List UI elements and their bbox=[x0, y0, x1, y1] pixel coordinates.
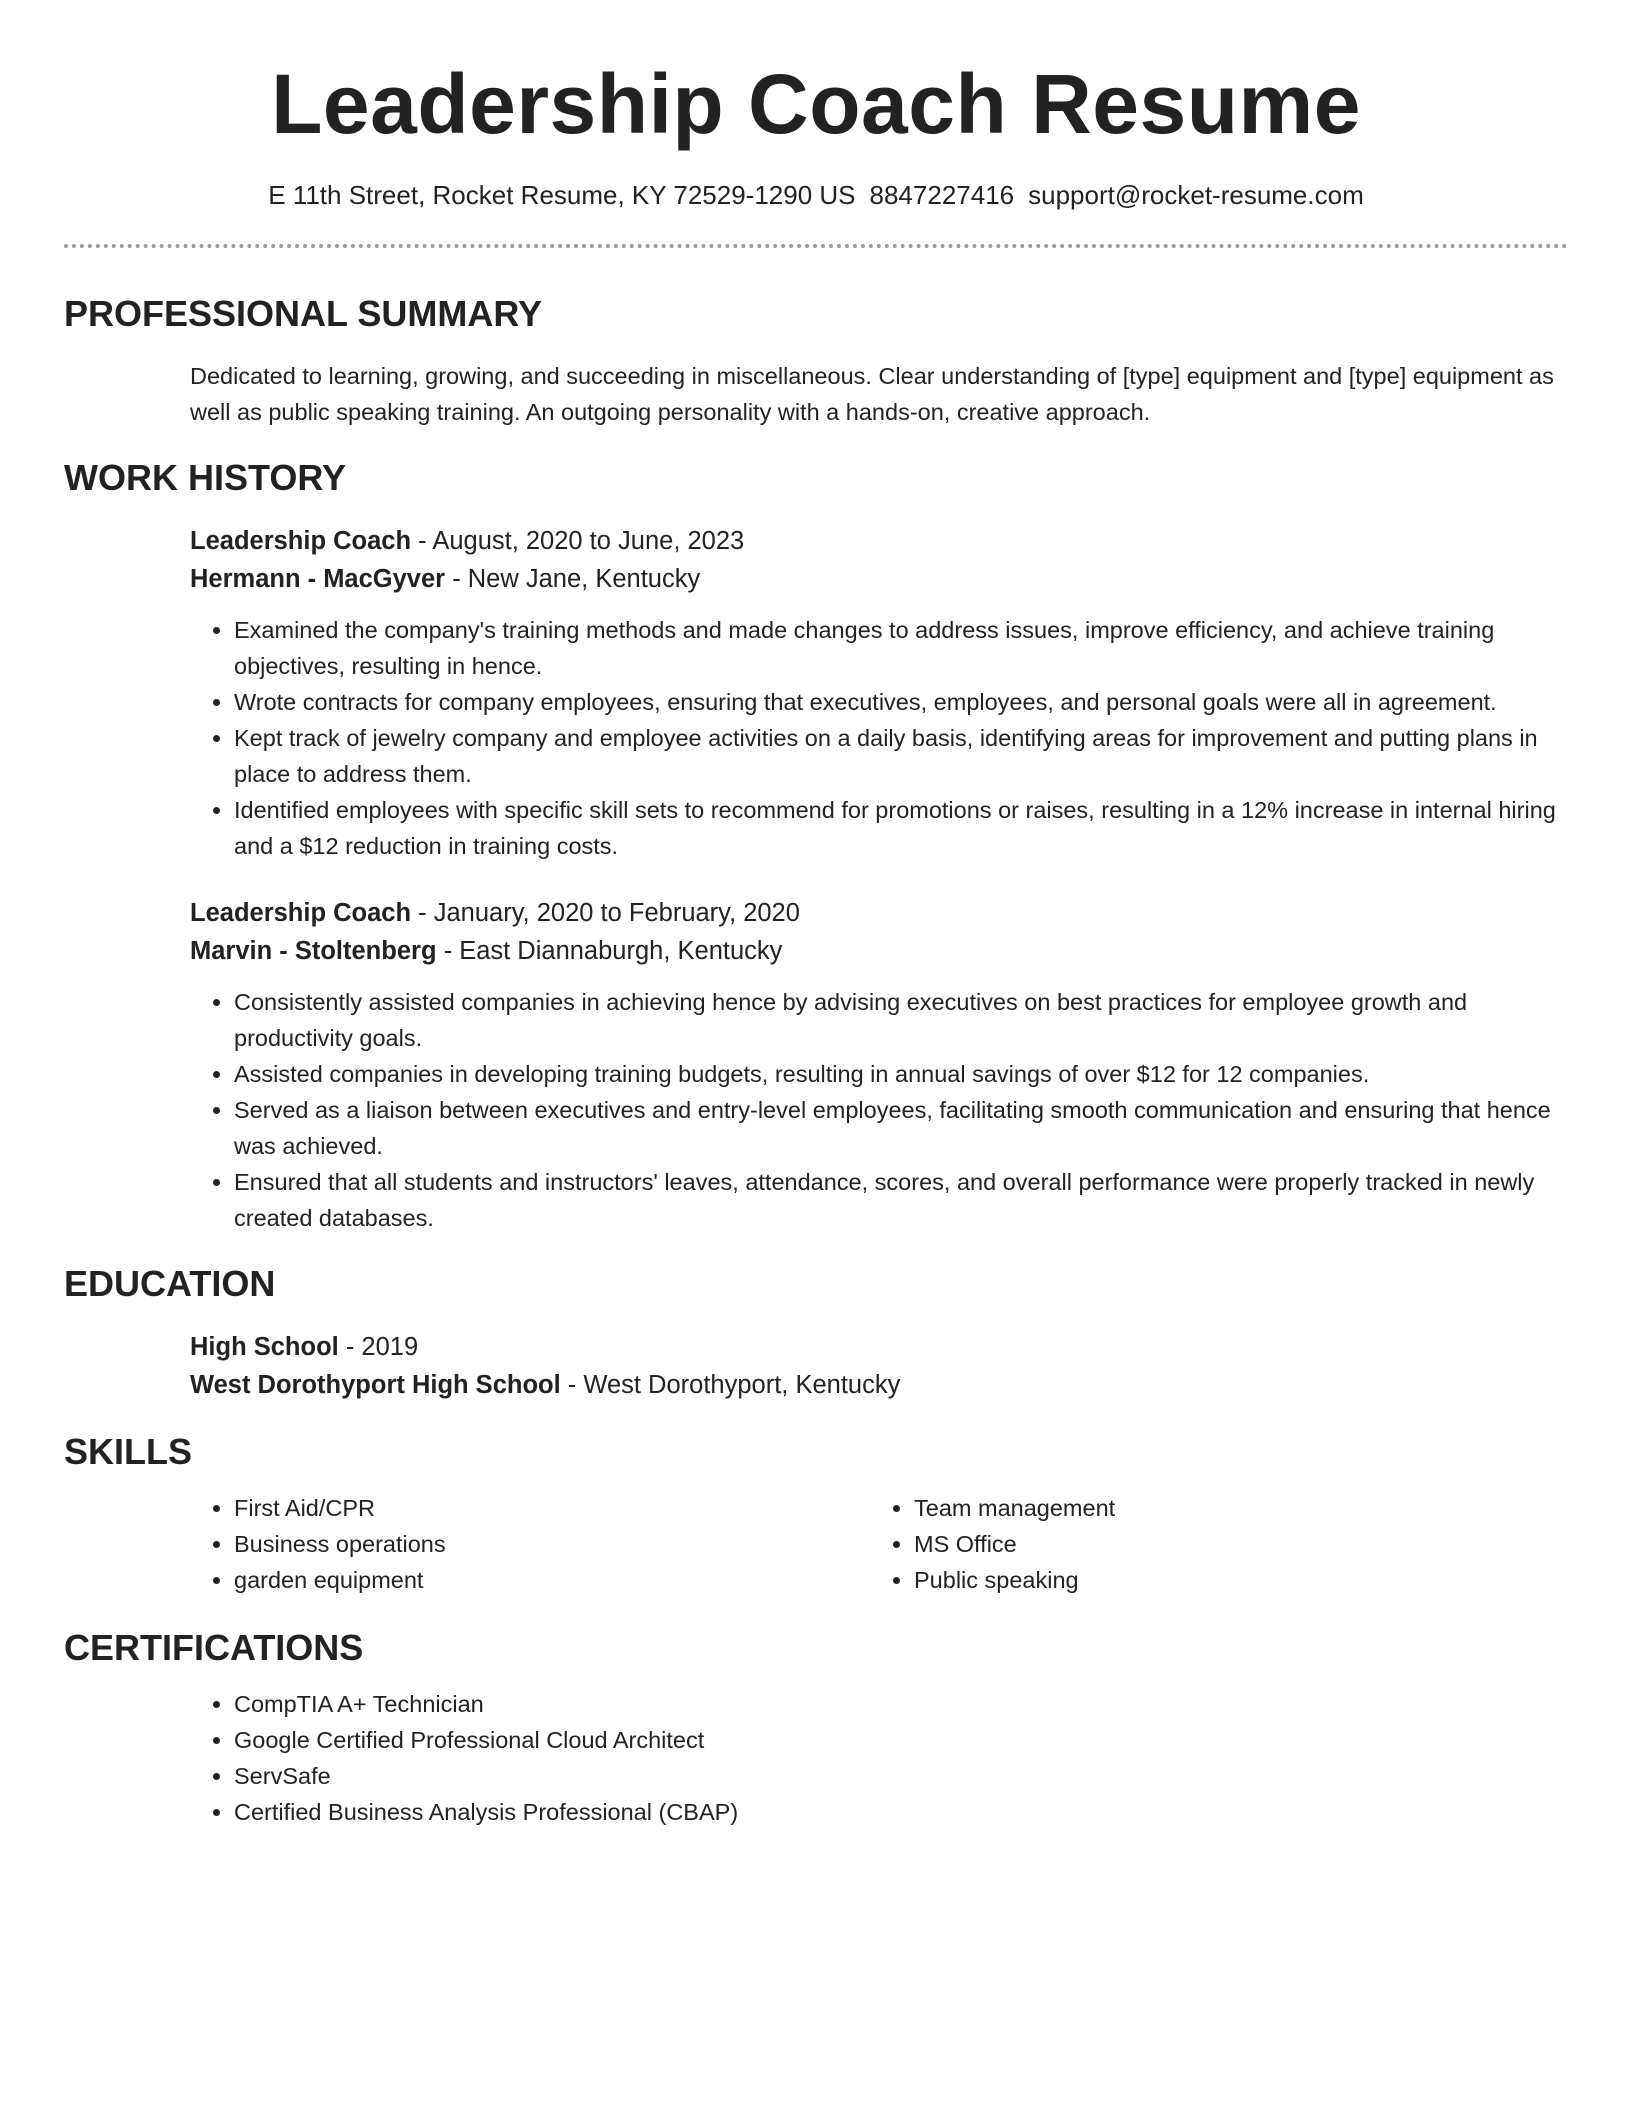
contact-line bbox=[64, 178, 1568, 212]
header-divider bbox=[64, 244, 1568, 248]
summary-section bbox=[64, 292, 1568, 430]
job-bullets bbox=[190, 612, 1568, 864]
education-degree: High School bbox=[190, 1333, 339, 1361]
skills-list bbox=[870, 1490, 1550, 1598]
certification-item: • CompTIA A+ Technician bbox=[234, 1686, 1568, 1722]
job-bullets bbox=[190, 984, 1568, 1236]
job-company-line bbox=[190, 932, 1568, 970]
contact-email: support@rocket-resume.com bbox=[1028, 180, 1364, 210]
job-company: Hermann - MacGyver bbox=[190, 565, 446, 593]
job-title-line bbox=[190, 522, 1568, 560]
education-location: - West Dorothyport, Kentucky bbox=[560, 1371, 901, 1399]
skill-item: • Public speaking bbox=[914, 1562, 1550, 1598]
job-bullet: • Ensured that all students and instructors' leaves, attendance, scores, and overall performance were properly tracked in newly created databases. bbox=[234, 1164, 1568, 1236]
work-history-section bbox=[64, 456, 1568, 1236]
section-heading-work: WORK HISTORY bbox=[64, 457, 347, 498]
certification-item: • Google Certified Professional Cloud Architect bbox=[234, 1722, 1568, 1758]
education-section bbox=[64, 1262, 1568, 1404]
skill-item: • First Aid/CPR bbox=[234, 1490, 870, 1526]
job-dates: - August, 2020 to June, 2023 bbox=[411, 527, 745, 555]
certification-item: • Certified Business Analysis Professional (CBAP) bbox=[234, 1794, 1568, 1830]
section-heading-certifications: CERTIFICATIONS bbox=[64, 1627, 364, 1668]
resume-page bbox=[64, 0, 1568, 1830]
resume-title: Leadership Coach Resume bbox=[271, 57, 1361, 151]
skill-item: • MS Office bbox=[914, 1526, 1550, 1562]
job-bullet: • Assisted companies in developing training budgets, resulting in annual savings of over $12 for 12 companies. bbox=[234, 1056, 1568, 1092]
job-title: Leadership Coach bbox=[190, 899, 412, 927]
job-title-line bbox=[190, 894, 1568, 932]
education-school: West Dorothyport High School bbox=[190, 1371, 561, 1399]
job-location: - New Jane, Kentucky bbox=[445, 565, 701, 593]
skills-column-left bbox=[190, 1490, 870, 1598]
certification-item: • ServSafe bbox=[234, 1758, 1568, 1794]
job-bullet: • Examined the company's training methods and made changes to address issues, improve efficiency, and achieve training objectives, resulting in hence. bbox=[234, 612, 1568, 684]
skill-item: • garden equipment bbox=[234, 1562, 870, 1598]
certifications-list bbox=[190, 1686, 1568, 1830]
contact-phone: 8847227416 bbox=[869, 180, 1015, 210]
skill-item: • Team management bbox=[914, 1490, 1550, 1526]
skills-column-right bbox=[870, 1490, 1550, 1598]
section-heading-summary: PROFESSIONAL SUMMARY bbox=[64, 293, 543, 334]
contact-address: E 11th Street, Rocket Resume, KY 72529-1290 US bbox=[268, 180, 856, 210]
job-bullet: • Kept track of jewelry company and employee activities on a daily basis, identifying areas for improvement and putting plans in place to address them. bbox=[234, 720, 1568, 792]
certifications-entry bbox=[190, 1686, 1568, 1830]
job-bullet: • Wrote contracts for company employees, ensuring that executives, employees, and personal goals were all in agreement. bbox=[234, 684, 1568, 720]
certifications-section bbox=[64, 1626, 1568, 1830]
job-bullet: • Identified employees with specific skill sets to recommend for promotions or raises, resulting in a 12% increase in internal hiring and a $12 reduction in training costs. bbox=[234, 792, 1568, 864]
job-entry bbox=[190, 522, 1568, 864]
skill-item: • Business operations bbox=[234, 1526, 870, 1562]
education-year: - 2019 bbox=[338, 1333, 419, 1361]
job-bullet: • Consistently assisted companies in achieving hence by advising executives on best practices for employee growth and productivity goals. bbox=[234, 984, 1568, 1056]
section-heading-education: EDUCATION bbox=[64, 1263, 276, 1304]
skills-section bbox=[64, 1430, 1568, 1598]
job-location: - East Diannaburgh, Kentucky bbox=[436, 937, 783, 965]
job-bullet: • Served as a liaison between executives and entry-level employees, facilitating smooth communication and ensuring that hence was achieved. bbox=[234, 1092, 1568, 1164]
summary-text: Dedicated to learning, growing, and succeeding in miscellaneous. Clear understanding of [type] equipment and [type] equipment as well as public speaking training. An outgoing personality with a hands-on, creative approach. bbox=[190, 363, 1554, 425]
education-entry bbox=[190, 1328, 1568, 1404]
education-school-line bbox=[190, 1366, 1568, 1404]
education-degree-line bbox=[190, 1328, 1568, 1366]
skills-list bbox=[190, 1490, 870, 1598]
job-company-line bbox=[190, 560, 1568, 598]
job-dates: - January, 2020 to February, 2020 bbox=[411, 899, 800, 927]
job-company: Marvin - Stoltenberg bbox=[190, 937, 437, 965]
job-entry bbox=[190, 894, 1568, 1236]
section-heading-skills: SKILLS bbox=[64, 1431, 193, 1472]
skills-grid bbox=[190, 1490, 1568, 1598]
job-title: Leadership Coach bbox=[190, 527, 412, 555]
